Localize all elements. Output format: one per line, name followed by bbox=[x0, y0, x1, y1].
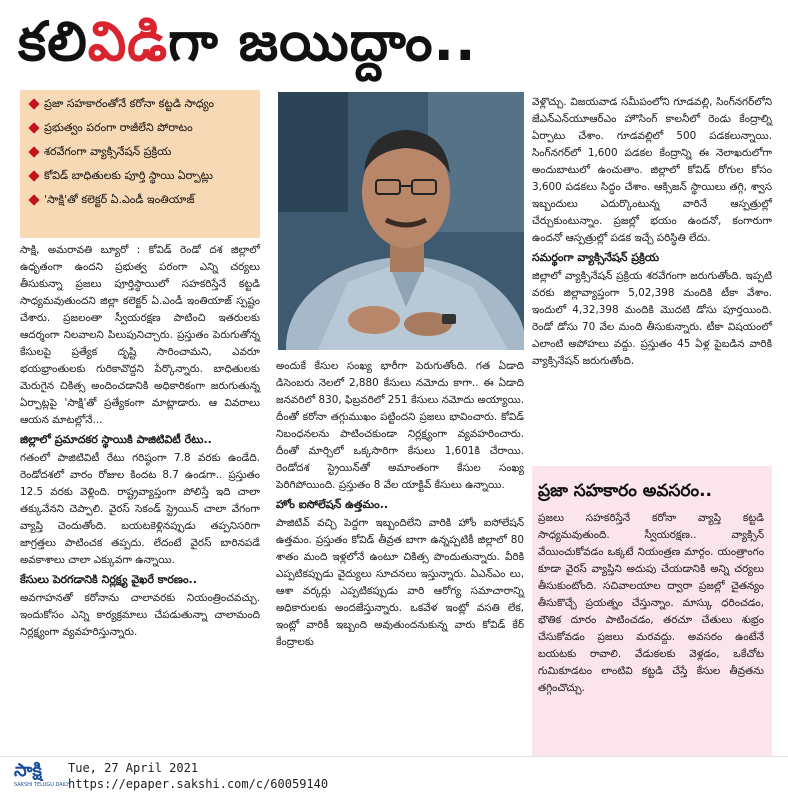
article-paragraph: గతంలో పాజిటివిటీ రేటు గరిష్ఠంగా 7.8 వరకు ఉండేది. రెండోదశలో వారం రోజుల కిందట 8.7 ఉండగా.. ప్రస్తుతం 12.5 వరకు వెళ్లింది. రాష్ట్రవ్యాప్తంగా పోలిస్తే ఇది చాలా తక్కువేనని చెప్పాలి. వైరస్ సెకండ్ స్ట్రెయిన్ చాలా వేగంగా వ్యాప్తి చెందుతోంది. బయటకెళ్లినప్పుడు తప్పనిసరిగా జాగ్రత్తలు పాటించక తప్పదు. లేదంటే వైరస్ బారినపడే అవకాశాలు చాలా ఎక్కువగా ఉన్నాయి. bbox=[20, 452, 260, 566]
article-column-3 bbox=[532, 94, 772, 372]
diamond-bullet-icon bbox=[28, 170, 39, 181]
article-paragraph: జిల్లాలో వ్యాక్సినేషన్ ప్రక్రియ శరవేగంగా జరుగుతోంది. ఇప్పటి వరకు జిల్లావ్యాప్తంగా 5,02,398 మందికి టీకా వేశాం. ఇందులో 4,32,398 మందికి మొదటి డోసు పూర్తయింది. రెండో డోసు 70 వేల మంది తీసుకున్నారు. టీకా విషయంలో ఎలాంటి అపోహలు వద్దు. ప్రస్తుతం 45 ఏళ్ల పైబడిన వారికి వ్యాక్సినేషన్ జరుగుతోంది. bbox=[532, 270, 772, 367]
diamond-bullet-icon bbox=[28, 194, 39, 205]
highlight-text: కోవిడ్ బాధితులకు పూర్తి స్థాయి ఏర్పాట్లు bbox=[44, 169, 213, 182]
subheading-vaccination: సమర్థంగా వ్యాక్సినేషన్ ప్రక్రియ bbox=[532, 251, 660, 264]
diamond-bullet-icon bbox=[28, 122, 39, 133]
highlight-item bbox=[28, 120, 254, 135]
highlight-item bbox=[28, 168, 254, 183]
diamond-bullet-icon bbox=[28, 98, 39, 109]
footer bbox=[0, 756, 788, 794]
footer-date: Tue, 27 April 2021 bbox=[68, 761, 199, 775]
logo-wordmark: సాక్షి bbox=[14, 760, 42, 781]
highlight-text: ప్రజా సహకారంతోనే కరోనా కట్టడి సాధ్యం bbox=[44, 97, 214, 110]
sidebar-title: ప్రజా సహకారం అవసరం.. bbox=[538, 481, 712, 501]
subheading-positivity-rate: జిల్లాలో ప్రమాదకర స్థాయికి పాజిటివిటీ రేటు.. bbox=[20, 433, 212, 446]
highlights-box bbox=[20, 90, 260, 238]
footer-url-link[interactable]: https://epaper.sakshi.com/c/60059140 bbox=[68, 777, 329, 791]
headline-part-3: గా జయిద్దాం.. bbox=[168, 10, 477, 73]
portrait-illustration bbox=[278, 92, 524, 350]
highlight-item bbox=[28, 96, 254, 111]
article-column-1 bbox=[20, 242, 260, 643]
highlight-item bbox=[28, 144, 254, 159]
subheading-home-isolation: హోం ఐసోలేషన్ ఉత్తమం.. bbox=[276, 498, 389, 511]
highlight-text: శరవేగంగా వ్యాక్సినేషన్ ప్రక్రియ bbox=[44, 145, 172, 158]
diamond-bullet-icon bbox=[28, 146, 39, 157]
headline-part-2: విడి bbox=[87, 10, 169, 73]
article-paragraph: పాజిటివ్ వచ్చి పెద్దగా ఇబ్బందిలేని వారికి హోం ఐసోలేషన్ ఉత్తమం. ప్రస్తుతం కోవిడ్ తీవ్రత బాగా ఉన్నప్పటికీ జిల్లాలో 80 శాతం మంది ఇళ్లలోనే ఉంటూ చికిత్స పొందుతున్నారు. వీరికి ఎప్పటికప్పుడు వైద్యులు సూచనలు ఇస్తున్నారు. ఏఎన్ఎం లు, ఆశా వర్కర్లు ఎప్పటికప్పుడు వారి ఆరోగ్య సమాచారాన్ని అధికారులకు అందజేస్తున్నారు. ఒకవేళ ఇంట్లో వసతి లేక, ఇంట్లో వారికీ ఇబ్బంది అవుతుందనుకున్న వారు కోవిడ్ కేర్ కేంద్రాలకు bbox=[276, 517, 524, 648]
collector-photo bbox=[278, 92, 524, 350]
article-intro: సాక్షి, అమరావతి బ్యూరో : కోవిడ్ రెండో దశ జిల్లాలో ఉధృతంగా ఉందని ప్రభుత్వ పరంగా ఎన్ని చర్యలు తీసుకున్నా ప్రజలు పూర్తిస్థాయిలో సహకరిస్తేనే కట్టడి సాధ్యమవుతుందని జిల్లా కలెక్టర్ ఏ.ఎండీ ఇంతియాజ్ స్పష్టం చేశారు. ప్రజలంతా స్వీయరక్షణ పాటించి ఇతరులకు ఆదర్శంగా నిలవాలని పిలుపునిచ్చారు. ప్రస్తుతం పెరుగుతోన్న కేసులపై ప్రత్యేక దృష్టి సారించామని, ఎవరూ భయభ్రాంతులకు గురికావొద్దని పేర్కొన్నారు. బాధితులకు మెరుగైన చికిత్స అందించడానికి అధికారికంగా జరుగుతున్న ఏర్పాట్లపై 'సాక్షి'తో ప్రత్యేకంగా మాట్లాడారు. ఆ వివరాలు ఆయన మాటల్లోనే... bbox=[20, 244, 260, 426]
article-column-2 bbox=[276, 358, 524, 653]
highlight-item bbox=[28, 192, 254, 207]
article-paragraph: వెళ్లొచ్చు. విజయవాడ సమీపంలోని గూడవల్లి, సింగ్‌నగర్‌లోని జేఎన్ఎన్‌యూఆర్ఎం హౌసింగ్ కాలనీలో రెండు కేంద్రాల్ని ఏర్పాటు చేశాం. గూడవల్లిలో 500 పడకలున్నాయి. సింగ్‌నగర్‌లో 1,600 పడకల కేంద్రాన్ని ఈ నెలాఖరులోగా అందుబాటులో ఉంచుతాం. జిల్లాలో కోవిడ్ రోగుల కోసం 3,600 పడకలు సిద్ధం చేశాం. ఆక్సిజన్ స్థాయిలు తగ్గి, శ్వాస ఇబ్బందులు ఎదుర్కొంటున్న వారినే ఆస్పత్రుల్లో చేర్చుకుంటున్నాం. ప్రజల్లో భయం ఉందనో, కంగారుగా ఉందనో ఆస్పత్రుల్లో పడక ఇచ్చే పరిస్థితి లేదు. bbox=[532, 96, 772, 244]
highlight-text: 'సాక్షి'తో కలెక్టర్ ఏ.ఎండీ ఇంతియాజ్ bbox=[44, 193, 195, 206]
article-paragraph: అందుకే కేసుల సంఖ్య భారీగా పెరుగుతోంది. గత ఏడాది డిసెంబరు నెలలో 2,880 కేసులు నమోదు కాగా.. ఈ ఏడాది జనవరిలో 830, ఫిబ్రవరిలో 251 కేసులు నమోదు అయ్యాయి. దీంతో కరోనా తగ్గుముఖం పట్టిందని ప్రజలు భావించారు. కోవిడ్ నిబంధనలను పాటించకుండా నిర్లక్ష్యంగా వ్యవహరించారు. దీంతో మార్చిలో ఒక్కసారిగా కేసులు 1,601కి చేరాయి. రెండోదశ స్ట్రెయిన్‌తో అమాంతంగా కేసుల సంఖ్య పెరిగిపోయింది. ప్రస్తుతం 8 వేల యాక్టివ్ కేసులు ఉన్నాయి. bbox=[276, 360, 524, 491]
subheading-negligence: కేసులు పెరగడానికి నిర్లక్ష్య వైఖరే కారణం.. bbox=[20, 573, 197, 586]
sakshi-logo bbox=[14, 760, 70, 791]
sidebar-box bbox=[532, 466, 772, 756]
sidebar-body: ప్రజలు సహకరిస్తేనే కరోనా వ్యాప్తి కట్టడి సాధ్యమవుతుంది. స్వీయరక్షణ.. వ్యాక్సిన్ వేయించుకోవడం ఒక్కటే నియంత్రణ మార్గం. యంత్రాంగం కూడా వైరస్ వ్యాప్తిని అదుపు చేయడానికి అన్ని చర్యలు తీసుకుంటోంది. సచివాలయాల ద్వారా ప్రజల్లో చైతన్యం తీసుకొచ్చే ప్రయత్నం చేస్తున్నాం. మాస్కు ధరించడం, భౌతిక దూరం పాటించడం, తరచూ చేతులు శుభ్రం చేసుకోవడం ప్రజలు మరవద్దు. అవసరం ఉంటేనే బయటకు రావాలి. వేడుకలకు వెళ్లడం, ఒకేచోట గుమికూడటం లాంటివి కట్టడి చేస్తే కేసుల తీవ్రతను తగ్గించొచ్చు. bbox=[538, 512, 764, 694]
article-paragraph: అవగాహనతో కరోనాను చాలావరకు నియంత్రించవచ్చు. ఇందుకోసం ఎన్ని కార్యక్రమాలు చేపడుతున్నా చాలామంది నిర్లక్ష్యంగా వ్యవహరిస్తున్నారు. bbox=[20, 592, 260, 638]
highlight-text: ప్రభుత్వం పరంగా రాజీలేని పోరాటం bbox=[44, 121, 193, 134]
logo-subtitle: SAKSHI TELUGU DAILY bbox=[14, 782, 70, 788]
headline-part-1: కలి bbox=[18, 10, 88, 73]
headline bbox=[0, 0, 788, 84]
